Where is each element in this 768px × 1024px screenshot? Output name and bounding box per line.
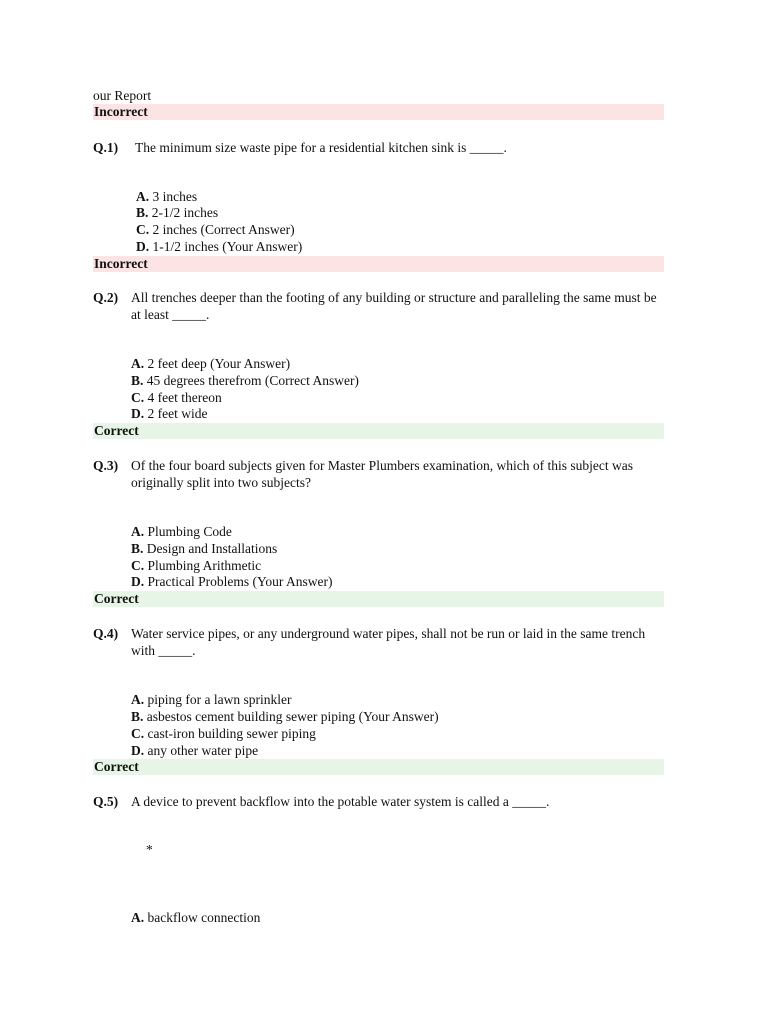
option-text: 3 inches [152,189,198,204]
status-bar-q4: Correct [93,591,664,607]
option-q3-d [131,574,332,590]
bullet-marker: * [146,842,153,857]
option-q1-b [136,205,218,221]
report-title: our Report [93,88,152,103]
status-bar-q5: Correct [93,759,664,775]
option-q4-b [131,709,439,725]
option-text: 45 degrees therefrom (Correct Answer) [146,373,359,388]
option-letter: A. [131,524,145,539]
option-q3-c [131,558,261,574]
question-number-q3: Q.3) [93,458,119,473]
option-letter: A. [131,910,145,925]
option-text: Practical Problems (Your Answer) [147,574,333,589]
option-letter: A. [131,356,145,371]
option-letter: A. [131,692,145,707]
option-q1-d [136,239,302,255]
option-q2-b [131,373,359,389]
status-bar-q1: Incorrect [93,104,664,120]
option-letter: D. [131,743,145,758]
option-text: piping for a lawn sprinkler [147,692,292,707]
option-q2-d [131,406,207,422]
option-q1-c [136,222,295,238]
option-text: backflow connection [147,910,261,925]
option-letter: C. [131,726,145,741]
question-text-q2: All trenches deeper than the footing of any building or structure and paralleling the same must be at least _____. [131,290,657,322]
option-letter: C. [136,222,150,237]
option-text: 2 feet deep (Your Answer) [147,356,291,371]
option-q4-d [131,743,258,759]
status-bar-q3: Correct [93,423,664,439]
option-letter: D. [131,574,145,589]
question-number-q1: Q.1) [93,140,119,155]
option-letter: C. [131,390,145,405]
question-number-q5: Q.5) [93,794,119,809]
option-q3-b [131,541,277,557]
option-q2-c [131,390,222,406]
option-text: Plumbing Code [147,524,232,539]
option-text: 1-1/2 inches (Your Answer) [152,239,303,254]
option-letter: B. [131,709,144,724]
option-q4-c [131,726,316,742]
option-text: Plumbing Arithmetic [147,558,262,573]
option-text: any other water pipe [147,743,259,758]
option-q5-a [131,910,260,926]
status-bar-q2: Incorrect [93,256,664,272]
option-letter: C. [131,558,145,573]
option-text: asbestos cement building sewer piping (Your Answer) [146,709,439,724]
option-letter: B. [131,541,144,556]
option-text: 2 inches (Correct Answer) [152,222,295,237]
option-letter: A. [136,189,150,204]
option-text: 2 feet wide [147,406,208,421]
option-text: Design and Installations [146,541,278,556]
question-text-q4: Water service pipes, or any underground water pipes, shall not be run or laid in the same trench with _____. [131,626,646,658]
option-text: 2-1/2 inches [151,205,219,220]
option-letter: B. [136,205,149,220]
option-text: 4 feet thereon [147,390,222,405]
option-text: cast-iron building sewer piping [147,726,316,741]
option-letter: D. [131,406,145,421]
option-q2-a [131,356,290,372]
question-text-q5: A device to prevent backflow into the potable water system is called a _____. [131,794,550,809]
question-text-q3: Of the four board subjects given for Master Plumbers examination, which of this subject was originally split into two subjects? [131,458,634,490]
option-letter: D. [136,239,150,254]
option-q3-a [131,524,232,540]
option-q4-a [131,692,291,708]
option-q1-a [136,189,197,205]
question-number-q2: Q.2) [93,290,119,305]
question-number-q4: Q.4) [93,626,119,641]
question-text-q1: The minimum size waste pipe for a residential kitchen sink is _____. [135,140,507,155]
option-letter: B. [131,373,144,388]
